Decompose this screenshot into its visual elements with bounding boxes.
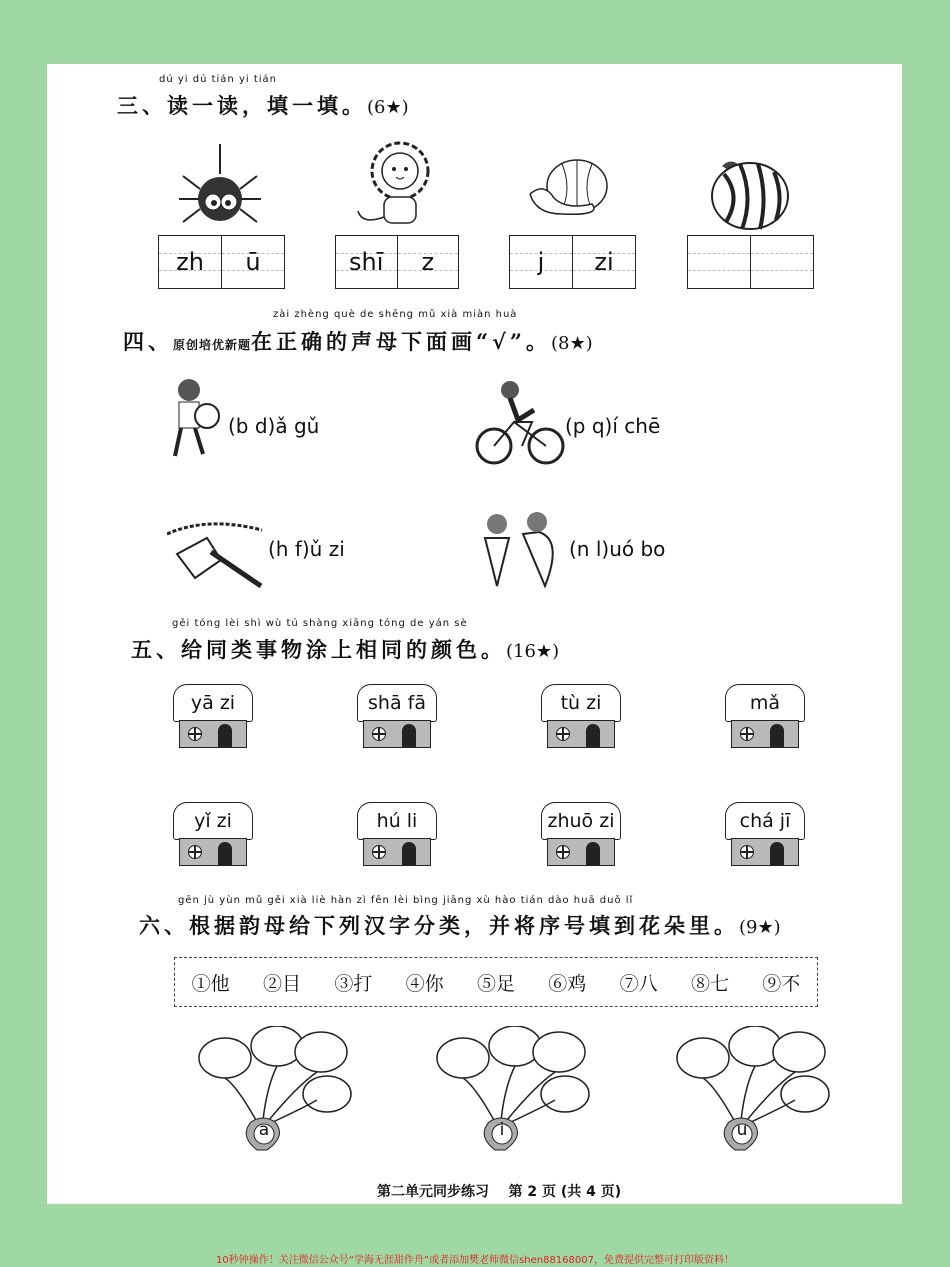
pinyin-box-lion-first (336, 236, 397, 288)
door-icon (586, 724, 600, 747)
house-wall (731, 720, 799, 748)
section3-title-text: 三、读一读，填一填。 (117, 93, 367, 118)
door-icon (402, 724, 416, 747)
house-roof: shā fā (357, 684, 437, 722)
char-item: ③打 (334, 972, 373, 995)
section4-pinyin: zài zhèng què de shēng mǔ xià miàn huà (273, 309, 518, 320)
pinyin-box-lion-second (397, 236, 459, 288)
house-chaji[interactable] (725, 802, 805, 870)
door-icon (218, 724, 232, 747)
house-wall (179, 838, 247, 866)
section3-score: (6★) (367, 97, 409, 118)
bicycle-icon (472, 376, 567, 471)
pinyin-box-spider (158, 235, 285, 289)
pinyin-box-tangerine (509, 235, 636, 289)
tangerine-first-text: j (537, 248, 545, 276)
char-item: ⑤足 (476, 972, 515, 995)
section3-pinyin: dú yi dú tián yi tián (159, 74, 277, 85)
worksheet-page (47, 64, 902, 1204)
window-icon (740, 727, 754, 741)
house-wall (179, 720, 247, 748)
house-wall (731, 838, 799, 866)
char-item: ④你 (405, 972, 444, 995)
char-item: ②目 (262, 972, 301, 995)
section6-pinyin: gēn jù yùn mǔ gěi xià liè hàn zì fēn lèi bìng jiāng xù hào tián dào huā duǒ lǐ (178, 895, 634, 906)
window-icon (372, 845, 386, 859)
house-yazi[interactable] (173, 684, 253, 752)
door-icon (770, 842, 784, 865)
section5-score: (16★) (506, 641, 560, 662)
house-roof: tù zi (541, 684, 621, 722)
footer-page-number: 第 2 页 (共 4 页) (508, 1184, 622, 1200)
section6-title-text: 六、根据韵母给下列汉字分类，并将序号填到花朵里。 (139, 913, 739, 938)
section6-title (139, 910, 781, 940)
pinyin-box-watermelon (687, 235, 814, 289)
house-roof: hú li (357, 802, 437, 840)
door-icon (770, 724, 784, 747)
house-tuzi[interactable] (541, 684, 621, 752)
vase-label-a: a (258, 1120, 270, 1140)
pinyin-box-tangerine-first (510, 236, 572, 288)
spider-icon (175, 144, 265, 234)
char-item: ⑧七 (690, 972, 729, 995)
spider-initial-text: zh (176, 248, 204, 276)
house-roof: mǎ (725, 684, 805, 722)
window-icon (556, 845, 570, 859)
char-item: ⑥鸡 (548, 972, 587, 995)
boy-drum-icon (165, 376, 225, 471)
house-zhuozi[interactable] (541, 802, 621, 870)
section4-badge: 原创培优新题 (173, 338, 252, 352)
window-icon (372, 727, 386, 741)
char-item: ①他 (191, 972, 230, 995)
house-roof: yǐ zi (173, 802, 253, 840)
axe-icon (167, 514, 267, 594)
pinyin-box-spider-final (221, 236, 284, 288)
tangerine-icon (522, 154, 622, 224)
house-roof: chá jī (725, 802, 805, 840)
vase-label-i: i (499, 1120, 505, 1140)
section3-title (117, 90, 409, 120)
character-list-box (174, 957, 818, 1007)
flower-vase-i[interactable] (435, 1026, 595, 1151)
lion-second-text: z (421, 248, 435, 276)
section4-prefix: 四、 (123, 329, 173, 354)
house-roof: zhuō zi (541, 802, 621, 840)
window-icon (188, 727, 202, 741)
section4-title-text: 在正确的声母下面画“√”。 (251, 329, 551, 354)
house-roof: yā zi (173, 684, 253, 722)
lion-icon (352, 139, 442, 229)
window-icon (740, 845, 754, 859)
flower-vase-u[interactable] (675, 1026, 835, 1151)
pinyin-box-lion (335, 235, 459, 289)
pinyin-box-watermelon-first (688, 236, 750, 288)
house-huli[interactable] (357, 802, 437, 870)
spider-final-text: ū (245, 248, 261, 276)
section4-score: (8★) (550, 333, 593, 354)
char-item: ⑦八 (619, 972, 658, 995)
q4-item-bicycle: (p q)í chē (565, 414, 661, 438)
page-footer (377, 1181, 621, 1201)
house-wall (547, 720, 615, 748)
carrot-icon (475, 510, 565, 590)
window-icon (188, 845, 202, 859)
house-wall (363, 838, 431, 866)
section5-title (131, 634, 559, 664)
house-wall (547, 838, 615, 866)
flower-vase-a[interactable] (197, 1026, 357, 1151)
window-icon (556, 727, 570, 741)
door-icon (586, 842, 600, 865)
house-yizi[interactable] (173, 802, 253, 870)
vase-label-u: u (736, 1120, 748, 1140)
q4-item-radish: (n l)uó bo (569, 537, 666, 561)
house-ma[interactable] (725, 684, 805, 752)
lion-first-text: shī (349, 248, 384, 276)
section5-title-text: 五、给同类事物涂上相同的颜色。 (131, 637, 506, 662)
door-icon (218, 842, 232, 865)
q4-item-drum: (b d)ǎ gǔ (228, 414, 320, 438)
pinyin-box-spider-initial (159, 236, 221, 288)
door-icon (402, 842, 416, 865)
section5-pinyin: gěi tóng lèi shì wù tú shàng xiāng tóng de yán sè (172, 618, 468, 629)
pinyin-box-tangerine-second (572, 236, 635, 288)
house-wall (363, 720, 431, 748)
section6-score: (9★) (739, 917, 781, 938)
tangerine-second-text: zi (594, 248, 614, 276)
promo-banner: 10秒钟操作！关注微信公众号“学海无涯甜作舟”或者添加樊老师微信shen88168007，免费提供完整可打印版资料！ (215, 1255, 735, 1266)
footer-unit: 第二单元同步练习 (377, 1184, 489, 1200)
char-item: ⑨不 (762, 972, 801, 995)
watermelon-icon (702, 152, 797, 232)
house-shafa[interactable] (357, 684, 437, 752)
section4-title (123, 326, 593, 356)
q4-item-axe: (h f)ǔ zi (268, 537, 345, 561)
pinyin-box-watermelon-second (750, 236, 813, 288)
